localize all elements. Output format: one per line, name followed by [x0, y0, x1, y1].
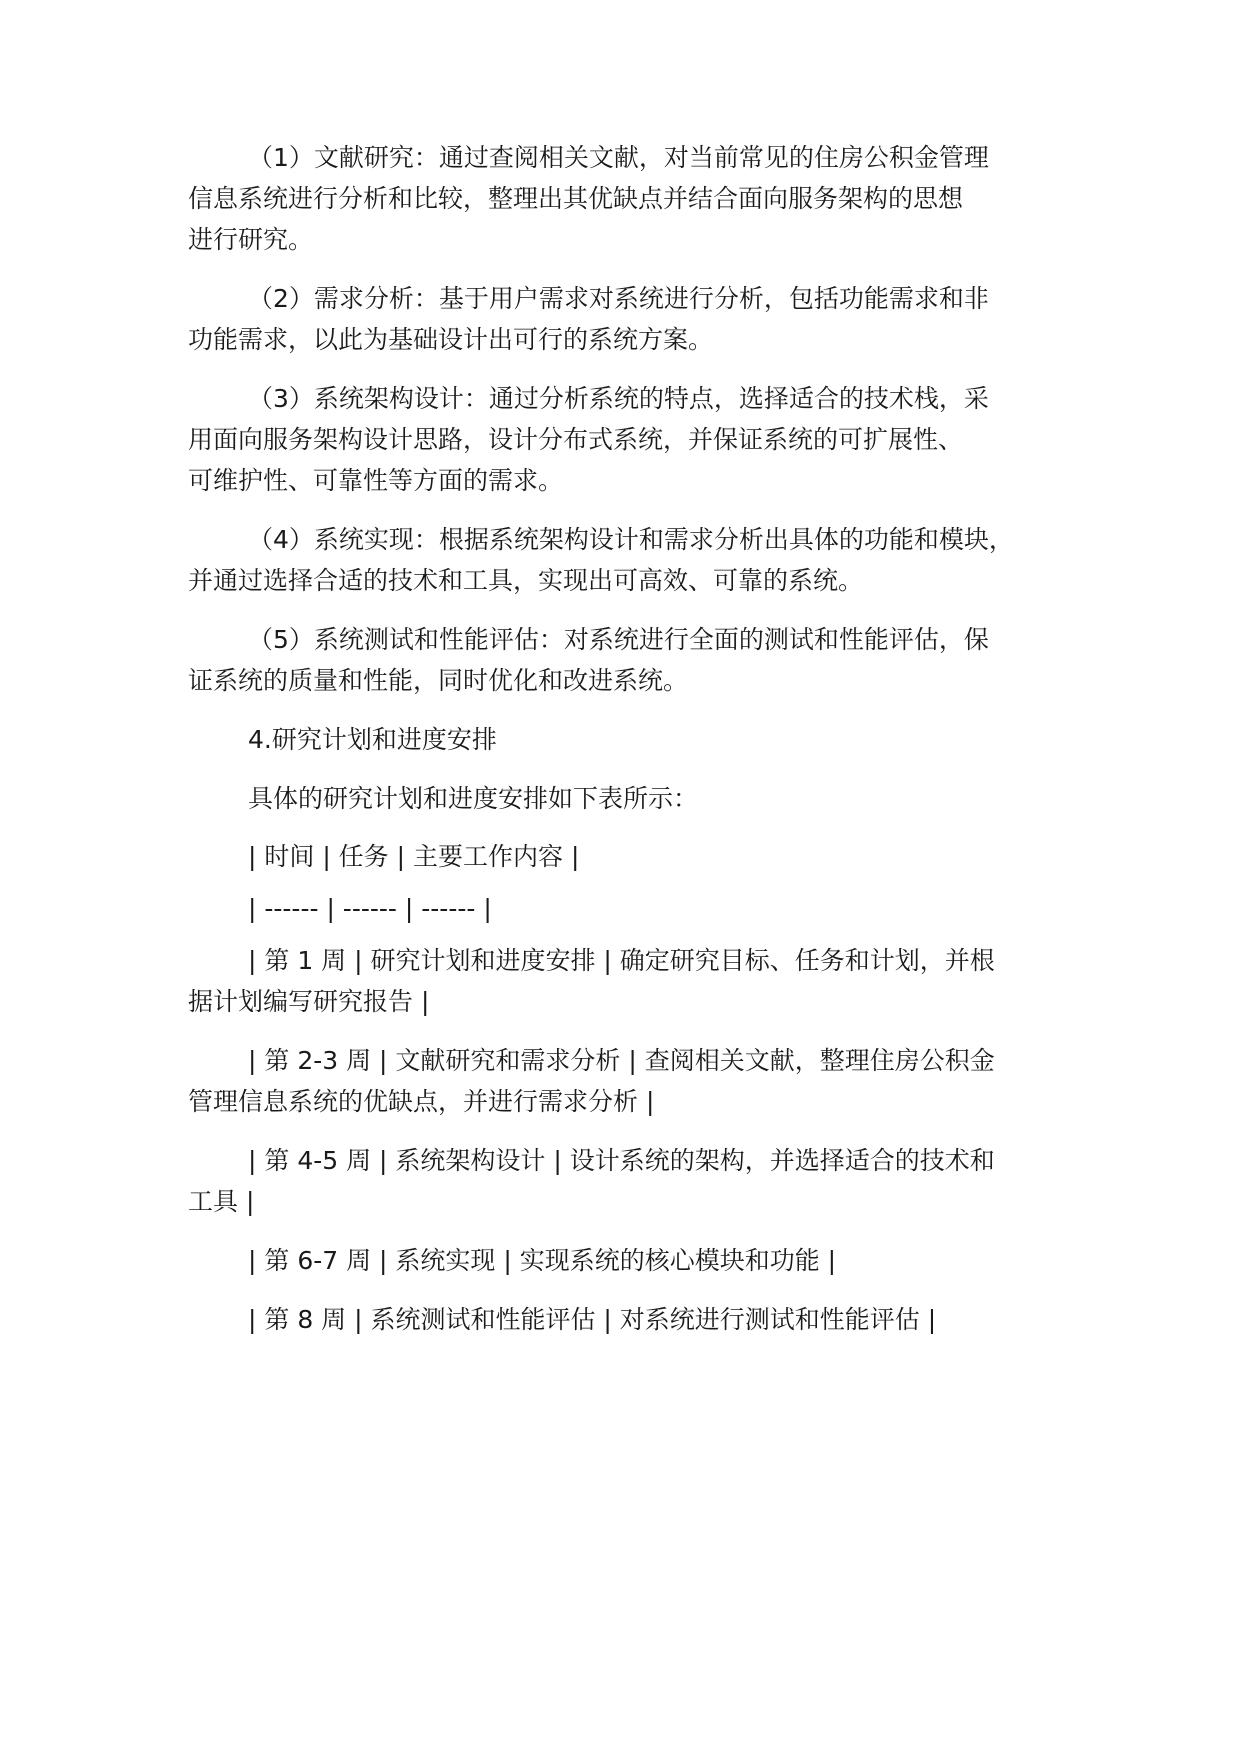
paragraph-2-line-1: （2）需求分析：基于用户需求对系统进行分析，包括功能需求和非	[248, 284, 989, 313]
table-row-5: | 第 8 周 | 系统测试和性能评估 | 对系统进行测试和性能评估 |	[248, 1305, 937, 1334]
paragraph-5-line-1: （5）系统测试和性能评估：对系统进行全面的测试和性能评估，保	[248, 625, 989, 654]
paragraph-4-line-1: （4）系统实现：根据系统架构设计和需求分析出具体的功能和模块，	[248, 525, 1014, 554]
paragraph-1-line-3: 进行研究。	[188, 225, 314, 254]
table-row-3-line-1: | 第 4-5 周 | 系统架构设计 | 设计系统的架构，并选择适合的技术和	[248, 1146, 995, 1175]
paragraph-5-line-2: 证系统的质量和性能，同时优化和改进系统。	[188, 666, 689, 695]
paragraph-4-line-2: 并通过选择合适的技术和工具，实现出可高效、可靠的系统。	[188, 566, 864, 595]
paragraph-3-line-2: 用面向服务架构设计思路，设计分布式系统，并保证系统的可扩展性、	[188, 425, 964, 454]
paragraph-1-line-2: 信息系统进行分析和比较，整理出其优缺点并结合面向服务架构的思想	[188, 184, 964, 213]
table-row-1-line-2: 据计划编写研究报告 |	[188, 987, 430, 1016]
paragraph-3-line-1: （3）系统架构设计：通过分析系统的特点，选择适合的技术栈，采	[248, 384, 989, 413]
paragraph-3-line-3: 可维护性、可靠性等方面的需求。	[188, 466, 564, 495]
table-row-2-line-2: 管理信息系统的优缺点，并进行需求分析 |	[188, 1087, 655, 1116]
paragraph-2-line-2: 功能需求，以此为基础设计出可行的系统方案。	[188, 325, 714, 354]
paragraph-1-line-1: （1）文献研究：通过查阅相关文献，对当前常见的住房公积金管理	[248, 143, 989, 172]
table-row-1-line-1: | 第 1 周 | 研究计划和进度安排 | 确定研究目标、任务和计划，并根	[248, 946, 995, 975]
table-row-2-line-1: | 第 2-3 周 | 文献研究和需求分析 | 查阅相关文献，整理住房公积金	[248, 1046, 995, 1075]
table-row-4: | 第 6-7 周 | 系统实现 | 实现系统的核心模块和功能 |	[248, 1246, 837, 1275]
section-heading: 4.研究计划和进度安排	[248, 725, 497, 754]
table-separator-row: | ------ | ------ | ------ |	[248, 894, 492, 923]
table-row-3-line-2: 工具 |	[188, 1187, 255, 1216]
table-header-row: | 时间 | 任务 | 主要工作内容 |	[248, 842, 580, 871]
table-intro: 具体的研究计划和进度安排如下表所示：	[248, 784, 699, 813]
